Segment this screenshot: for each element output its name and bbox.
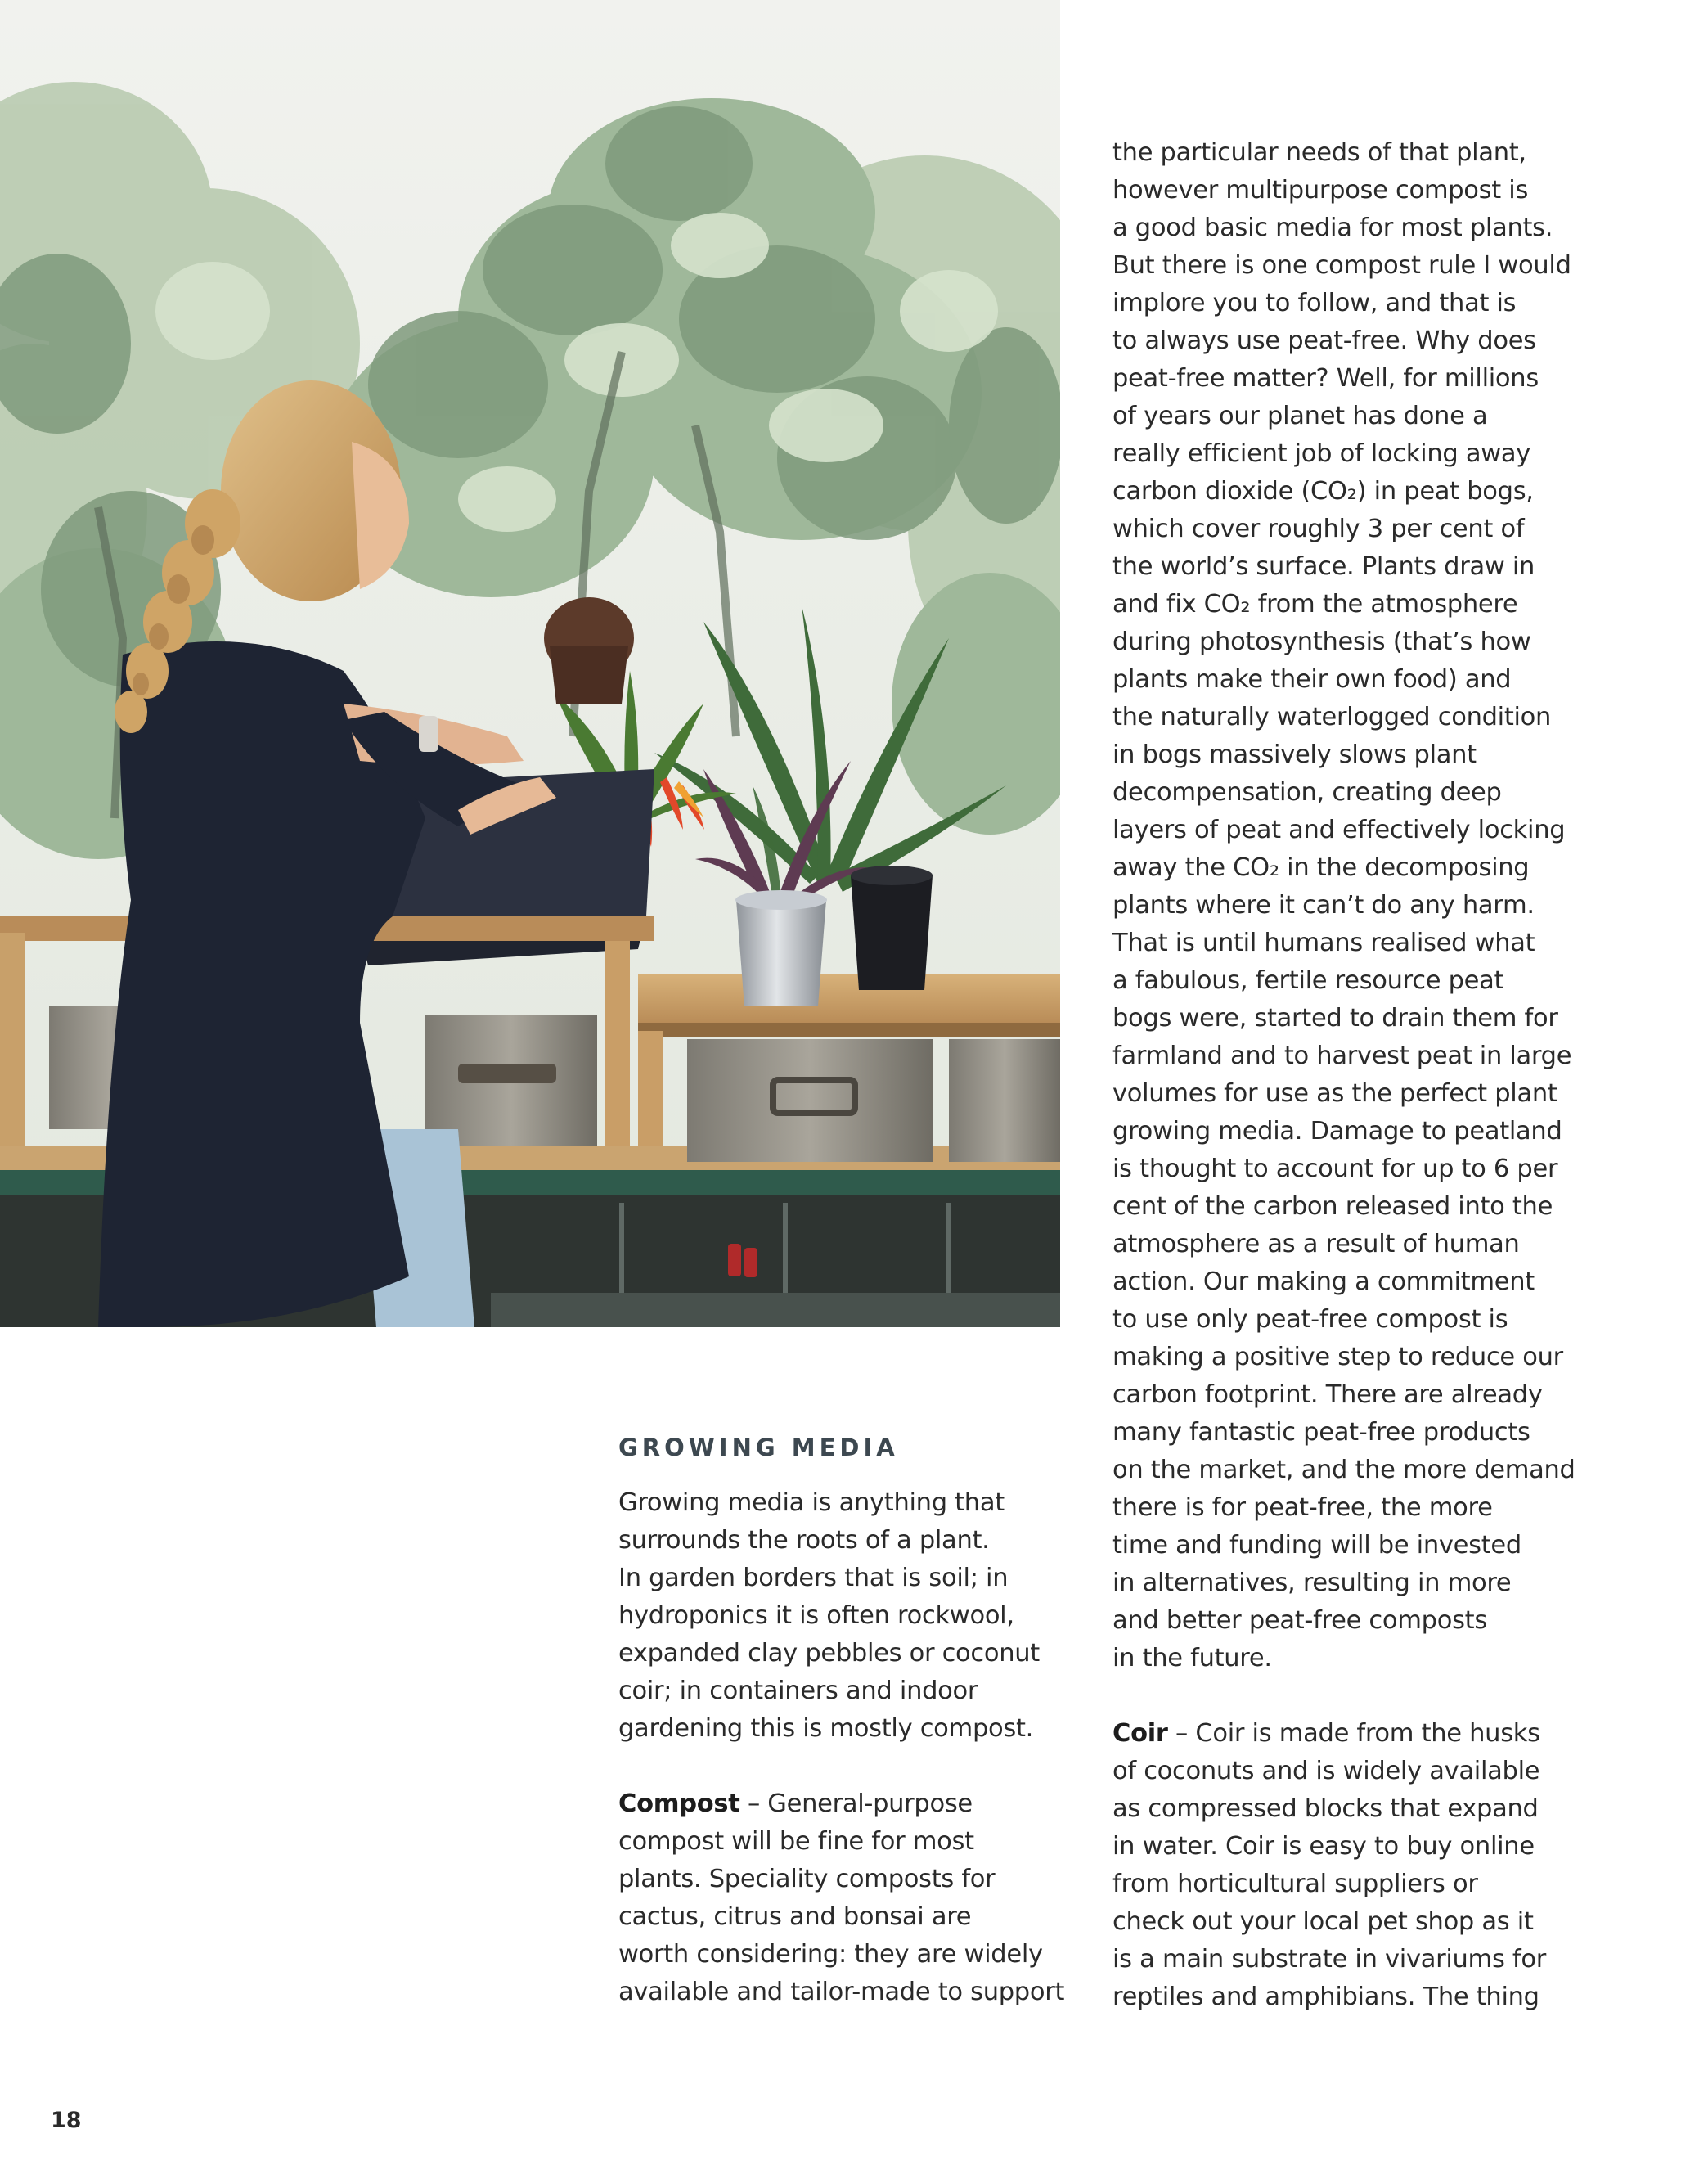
left-text-column <box>618 1484 1076 2011</box>
coir-term: Coir <box>1112 1719 1168 1748</box>
section-heading: GROWING MEDIA <box>618 1434 899 1461</box>
coir-paragraph <box>1112 1715 1603 2016</box>
compost-text: – General-purpose compost will be fine for most plants. Speciality composts for cactus, citrus and bonsai are worth considering: they are widely available and tailor-made to support <box>618 1789 1065 2006</box>
article-photo <box>0 0 1060 1327</box>
compost-term: Compost <box>618 1789 740 1818</box>
page-number: 18 <box>51 2108 82 2133</box>
intro-paragraph: Growing media is anything that surrounds the roots of a plant. In garden borders that is soil; in hydroponics it is often rockwool, expanded clay pebbles or coconut coir; in containers and indoor gardening this is mostly compost. <box>618 1488 1040 1743</box>
peat-free-paragraph: the particular needs of that plant, however multipurpose compost is a good basic media for most plants. But there is one compost rule I would implore you to follow, and that is to always use peat-free. Why does peat-free matter? Well, for millions of years our planet has done a really efficient job of locking away carbon dioxide (CO₂) in peat bogs, which cover roughly 3 per cent of the world’s surface. Plants draw in and fix CO₂ from the atmosphere during photosynthesis (that’s how plants make their own food) and the naturally waterlogged condition in bogs massively slows plant decompensation, creating deep layers of peat and effectively locking away the CO₂ in the decomposing plants where it can’t do any harm. That is until humans realised what a fabulous, fertile resource peat bogs were, started to drain them for farmland and to harvest peat in large volumes for use as the perfect plant growing media. Damage to peatland is thought to account for up to 6 per cent of the carbon released into the atmosphere as a result of human action. Our making a commitment to use only peat-free compost is making a positive step to reduce our carbon footprint. There are already many fantastic peat-free products on the market, and the more demand there is for peat-free, the more time and funding will be invested in alternatives, resulting in more and better peat-free composts in the future. <box>1112 138 1575 1672</box>
right-text-column <box>1112 134 1603 2016</box>
compost-paragraph <box>618 1785 1076 2011</box>
photograph-woman-potting-plants-icon <box>0 0 1060 1327</box>
coir-text: – Coir is made from the husks of coconuts and is widely available as compressed blocks that expand in water. Coir is easy to buy online from horticultural suppliers or check out your local pet shop as it is a main substrate in vivariums for reptiles and amphibians. The thing <box>1112 1719 1546 2011</box>
